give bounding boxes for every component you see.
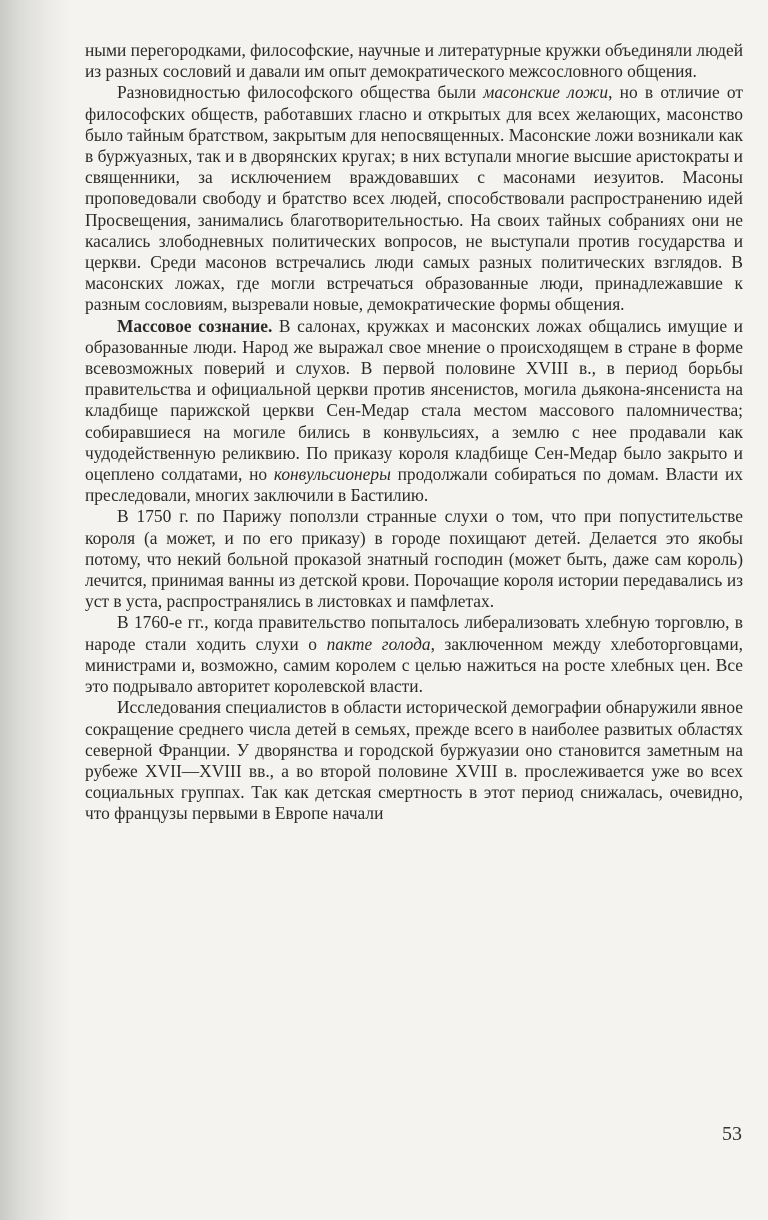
- paragraph: [85, 40, 743, 82]
- paragraph-text: , заключенном между хлеботорговцами, министрами и, возможно, самим королем с целью нажиться на росте хлебных цен. Все это подрывало авторитет королевской власти.: [85, 633, 743, 697]
- italic-term: масонские ложи: [483, 82, 609, 103]
- paragraph-text: Разновидностью философского общества были: [117, 82, 484, 103]
- paragraph-text: В салонах, кружках и масонских ложах общались имущие и образованные люди. Народ же выражал свое мнение о происходящем в стране в форме всевозможных поверий и слухов. В первой половине XVIII в., в период борьбы правительства и официальной церкви против янсенистов, могила дьякона-янсениста на кладбище парижской церкви Сен-Медар стала местом массового паломничества; собиравшиеся на могиле бились в конвульсиях, а землю с нее продавали как чудодейственную реликвию. По приказу короля кладбище Сен-Медар было закрыто и оцеплено солдатами, но: [85, 315, 743, 485]
- paragraph: [85, 612, 743, 697]
- paragraph: [85, 506, 743, 612]
- italic-term: пакте голода: [326, 633, 431, 654]
- paragraph-text: продолжали собираться по домам. Власти их преследовали, многих заключили в Бастилию.: [85, 464, 743, 506]
- paragraph: [85, 316, 743, 507]
- paragraph-text: Исследования специалистов в области исторической демографии обнаружили явное сокращение среднего числа детей в семьях, прежде всего в наиболее развитых областях северной Франции. У дворянства и городской буржуазии оно становится заметным на рубеже XVII—XVIII вв., а во второй половине XVIII в. прослеживается уже во всех социальных группах. Так как детская смертность в этот период снижалась, очевидно, что французы первыми в Европе начали: [85, 697, 743, 824]
- italic-term: конвульсионеры: [273, 464, 391, 485]
- page-number: 53: [722, 1123, 742, 1145]
- paragraph-text: ными перегородками, философские, научные и литературные кружки объединяли людей из разных сословий и давали им опыт демократического межсословного общения.: [85, 40, 744, 82]
- section-heading: Массовое сознание.: [117, 315, 273, 336]
- paragraph-text: В 1760-е гг., когда правительство попыталось либерализовать хлебную торговлю, в народе стали ходить слухи о: [85, 612, 743, 654]
- paragraph: [85, 697, 743, 824]
- paragraph-text: , но в отличие от философских обществ, работавших гласно и открытых для всех желающих, масонство было тайным братством, закрытым для непосвященных. Масонские ложи возникали как в буржуазных, так и в дворянских кругах; в них вступали многие высшие аристократы и священники, за исключением враждовавших с масонами иезуитов. Масоны проповедовали свободу и братство всех людей, способствовали распространению идей Просвещения, занимались благотворительностью. На своих тайных собраниях они не касались злободневных политических вопросов, не выступали против государства и церкви. Среди масонов встречались люди самых разных политических взглядов. В масонских ложах, где могли встречаться образованные люди, принадлежавшие к разным сословиям, вызревали новые, демократические формы общения.: [85, 82, 743, 315]
- paragraph-text: В 1750 г. по Парижу поползли странные слухи о том, что при попустительстве короля (а может, и по его приказу) в городе похищают детей. Делается это якобы потому, что некий больной проказой знатный господин (может быть, даже сам король) лечится, принимая ванны из детской крови. Порочащие короля истории передавались из уст в уста, распространялись в листовках и памфлетах.: [85, 506, 743, 612]
- page-gutter-shadow: [0, 0, 70, 1220]
- page-text: [85, 40, 743, 825]
- paragraph: [85, 82, 743, 315]
